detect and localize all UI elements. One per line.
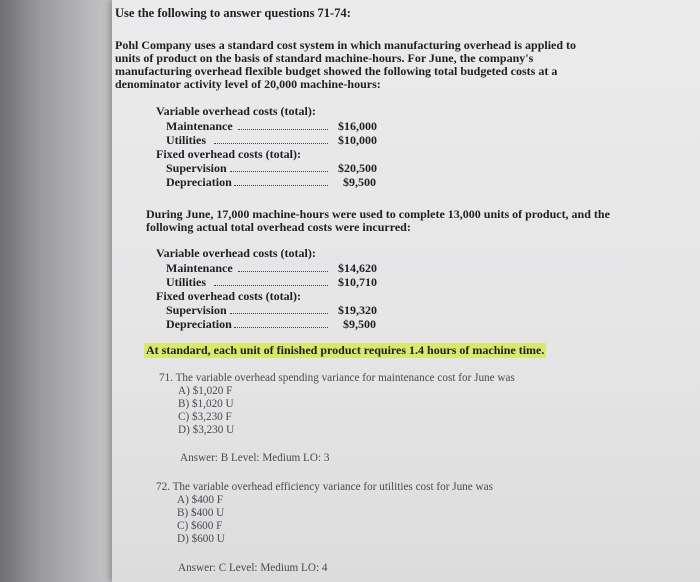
actual-maintenance-label: Maintenance	[166, 261, 233, 275]
q72-option-c: C) $600 F	[177, 520, 223, 532]
actual-maintenance-row	[166, 261, 386, 275]
budget-supervision-row	[166, 161, 386, 175]
budget-fixed-header: Fixed overhead costs (total):	[156, 147, 301, 161]
actual-supervision-row	[166, 303, 386, 317]
intro-heading: Use the following to answer questions 71-74:	[115, 6, 351, 20]
para1-line1: Pohl Company uses a standard cost system in which manufacturing overhead is applied to	[115, 38, 577, 52]
para2-line2: following actual total overhead costs were incurred:	[146, 220, 411, 234]
budget-supervision-value: $20,500	[338, 161, 377, 175]
para1-line4: denominator activity level of 20,000 machine-hours:	[115, 77, 381, 91]
actual-utilities-label: Utilities	[166, 275, 206, 289]
budget-depreciation-row	[166, 175, 386, 189]
leader-dots	[230, 303, 328, 314]
budget-utilities-value: $10,000	[338, 133, 377, 147]
actual-depreciation-row	[166, 317, 386, 331]
document-page	[112, 0, 700, 582]
q72-answer: Answer: C Level: Medium LO: 4	[178, 562, 328, 574]
leader-dots	[238, 119, 328, 130]
budget-depreciation-value: $9,500	[343, 175, 376, 189]
actual-depreciation-label: Depreciation	[166, 317, 232, 331]
q71-answer: Answer: B Level: Medium LO: 3	[180, 452, 330, 464]
actual-depreciation-value: $9,500	[343, 317, 376, 331]
q72-text: 72. The variable overhead efficiency variance for utilities cost for June was	[156, 481, 493, 493]
q72-option-b: B) $400 U	[177, 507, 225, 519]
budget-variable-header: Variable overhead costs (total):	[156, 104, 316, 118]
budget-supervision-label: Supervision	[166, 161, 227, 175]
q72-option-d: D) $600 U	[177, 533, 225, 545]
budget-utilities-row	[166, 133, 386, 147]
budget-maintenance-row	[166, 119, 386, 133]
q71-option-b: B) $1,020 U	[178, 398, 234, 410]
q71-text: 71. The variable overhead spending variance for maintenance cost for June was	[159, 372, 515, 384]
q71-option-c: C) $3,230 F	[178, 411, 232, 423]
actual-variable-header: Variable overhead costs (total):	[156, 246, 316, 260]
q71-option-a: A) $1,020 F	[178, 385, 233, 397]
budget-utilities-label: Utilities	[166, 133, 206, 147]
standard-note-highlighted: At standard, each unit of finished product requires 1.4 hours of machine time.	[146, 343, 545, 357]
leader-dots	[234, 317, 328, 328]
actual-maintenance-value: $14,620	[338, 261, 377, 275]
leader-dots	[230, 161, 328, 172]
leader-dots	[214, 133, 328, 144]
actual-utilities-row	[166, 275, 386, 289]
para2-line1: During June, 17,000 machine-hours were used to complete 13,000 units of product, and the	[146, 207, 610, 221]
budget-depreciation-label: Depreciation	[166, 175, 232, 189]
budget-maintenance-label: Maintenance	[166, 119, 233, 133]
para1-line3: manufacturing overhead flexible budget showed the following total budgeted costs at a	[115, 64, 558, 78]
leader-dots	[234, 175, 328, 186]
leader-dots	[238, 261, 328, 272]
actual-supervision-value: $19,320	[338, 303, 377, 317]
actual-supervision-label: Supervision	[166, 303, 227, 317]
budget-maintenance-value: $16,000	[338, 119, 377, 133]
q71-option-d: D) $3,230 U	[178, 424, 235, 436]
actual-utilities-value: $10,710	[338, 275, 377, 289]
leader-dots	[214, 275, 328, 286]
para1-line2: units of product on the basis of standard machine-hours. For June, the company's	[115, 51, 534, 65]
q72-option-a: A) $400 F	[177, 494, 223, 506]
actual-fixed-header: Fixed overhead costs (total):	[156, 289, 301, 303]
